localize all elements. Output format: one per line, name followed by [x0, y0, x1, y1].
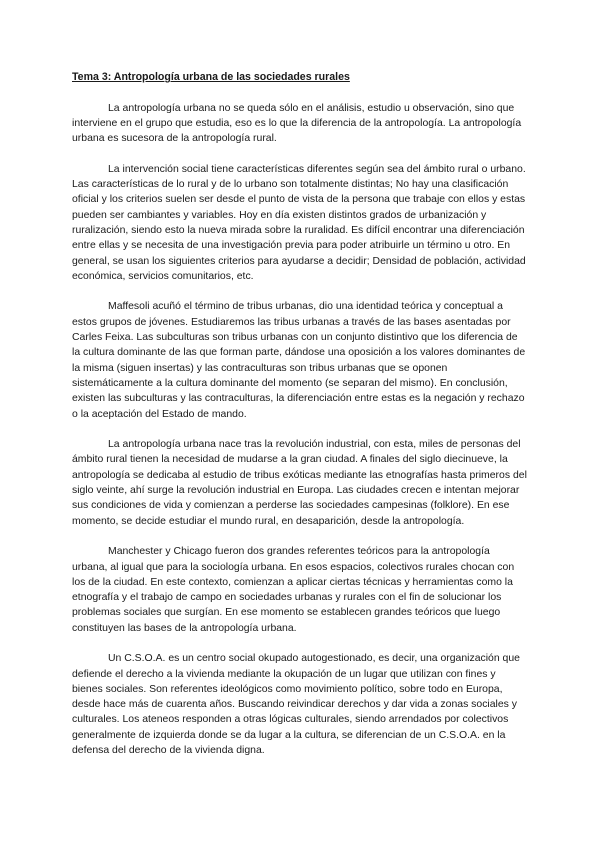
paragraph-social-intervention: La intervención social tiene características diferentes según sea del ámbito rural o urbano. Las características de lo rural y de lo urbano son totalmente distintas; No hay una clasificación oficial y los criterios suelen ser desde el punto de vista de la persona que trabaje con ellos y estas pueden ser cambiantes y variables. Hoy en día existen distintos grados de urbanización y ruralización, siendo esto la nueva mirada sobre la ruralidad. Es difícil encontrar una diferenciación entre ellas y se necesita de una investigación previa para poder atribuirle un término u otro. En general, se usan los siguientes criterios para ayudarse a decidir; Densidad de población, actividad económica, servicios comunitarios, etc. — [72, 163, 526, 282]
paragraph-industrial-revolution: La antropología urbana nace tras la revolución industrial, con esta, miles de personas del ámbito rural tienen la necesidad de mudarse a la gran ciudad. A finales del siglo diecinueve, la antropología se dedicaba al estudio de tribus exóticas mediante las etnografías hasta primeros del siglo veinte, ahí surge la revolución industrial en Europa. Las ciudades crecen e intentan mejorar sus condiciones de vida y comienzan a perderse las sociedades campesinas (folklore). En ese momento, se decide estudiar el mundo rural, en desaparición, desde la antropología. — [72, 439, 527, 527]
paragraph-urban-tribes: Maffesoli acuñó el término de tribus urbanas, dio una identidad teórica y conceptual a estos grupos de jóvenes. Estudiaremos las tribus urbanas a través de las bases asentadas por Carles Feixa. Las subculturas son tribus urbanas con un conjunto distintivo que los diferencia de la cultura dominante de las que forman parte, dándose una oposición a los valores dominantes de la misma (siguen insertas) y las contraculturas son tribus urbanas que se oponen sistemáticamente a la cultura dominante del momento (se separan del mismo). En conclusión, existen las subculturas y las contraculturas, la diferenciación entre estas es la negación y rechazo o la aceptación del Estado de mando. — [72, 301, 526, 420]
paragraph-urban-anthropology-intro: La antropología urbana no se queda sólo en el análisis, estudio u observación, sino que interviene en el grupo que estudia, eso es lo que la diferencia de la antropología. La antropología urbana es sucesora de la antropología rural. — [72, 102, 522, 145]
paragraph-manchester-chicago: Manchester y Chicago fueron dos grandes referentes teóricos para la antropología urbana, al igual que para la sociología urbana. En esos espacios, colectivos rurales chocan con los de la ciudad. En este contexto, comienzan a aplicar ciertas técnicas y herramientas como la etnografía y el trabajo de campo en sociedades urbanas y rurales con el fin de solucionar los problemas sociales que surgían. En ese momento se establecen grandes teóricos que luego constituyen las bases de la antropología urbana. — [72, 546, 515, 634]
document-title: Tema 3: Antropología urbana de las sociedades rurales — [72, 71, 350, 83]
paragraph-csoa: Un C.S.O.A. es un centro social okupado autogestionado, es decir, una organización que defiende el derecho a la vivienda mediante la okupación de un lugar que utilizan con fines y bienes sociales. Son referentes ideológicos como movimiento político, sobre todo en Europa, desde hace más de cuarenta años. Buscando reivindicar derechos y dar vida a zonas sociales y culturales. Los ateneos responden a otras lógicas culturales, siendo arrendados por colectivos generalmente de izquierda donde se da lugar a la cultura, se diferencian de un C.S.O.A. en la defensa del derecho de la vivienda digna. — [72, 653, 520, 757]
document-body — [72, 70, 528, 774]
